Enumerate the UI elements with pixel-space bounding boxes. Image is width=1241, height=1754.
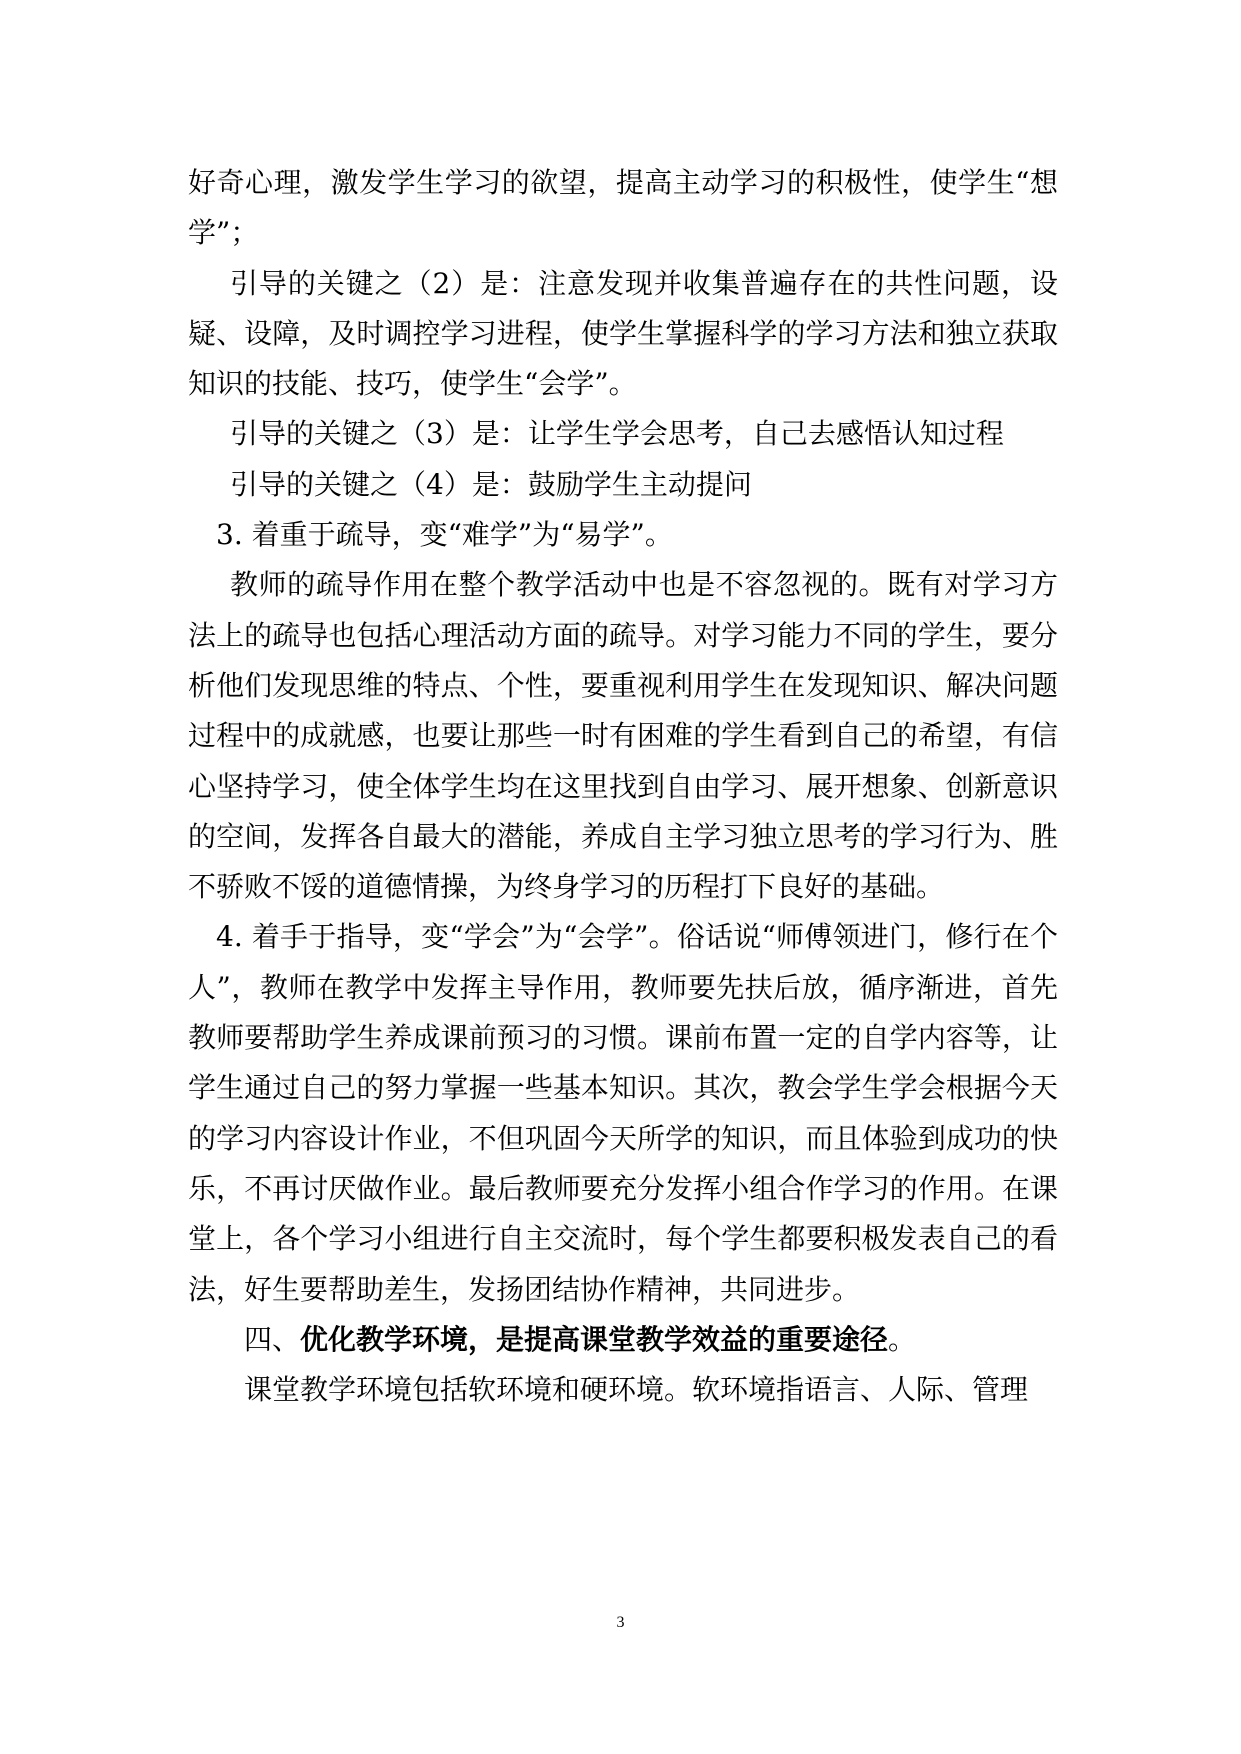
- heading-item-3: 3. 着重于疏导，变“难学”为“易学”。: [216, 518, 673, 552]
- section-heading-prefix: 四、: [244, 1322, 301, 1356]
- paragraph-guide-key-2: 引导的关键之（2）是：注意发现并收集普遍存在的共性问题，设疑、设障，及时调控学习进程，使学生掌握科学的学习方法和独立获取知识的技能、技巧，使学生“会学”。: [188, 266, 1058, 401]
- section-heading-suffix: 。: [888, 1322, 917, 1356]
- page-number: 3: [616, 1614, 625, 1631]
- paragraph-item-4: 4. 着手于指导，变“学会”为“会学”。俗话说“师傅领进门，修行在个人”，教师在教学中发挥主导作用，教师要先扶后放，循序渐进，首先教师要帮助学生养成课前预习的习惯。课前布置一定的自学内容等，让学生通过自己的努力掌握一些基本知识。其次，教会学生学会根据今天的学习内容设计作业，不但巩固今天所学的知识，而且体验到成功的快乐，不再讨厌做作业。最后教师要充分发挥小组合作学习的作用。在课堂上，各个学习小组进行自主交流时，每个学生都要积极发表自己的看法，好生要帮助差生，发扬团结协作精神，共同进步。: [188, 920, 1058, 1306]
- section-heading-title: 优化教学环境，是提高课堂教学效益的重要途径: [300, 1322, 889, 1356]
- paragraph-continuation: 好奇心理，激发学生学习的欲望，提高主动学习的积极性，使学生“想学”；: [188, 166, 1058, 250]
- paragraph-environment: 课堂教学环境包括软环境和硬环境。软环境指语言、人际、管理: [244, 1373, 1029, 1407]
- section-heading-4: [188, 1315, 1058, 1365]
- paragraph-guide-key-4: 引导的关键之（4）是：鼓励学生主动提问: [230, 467, 752, 501]
- body-text: [188, 158, 1058, 1415]
- paragraph-guide-key-3: 引导的关键之（3）是：让学生学会思考，自己去感悟认知过程: [230, 417, 1004, 451]
- paragraph-guidance: 教师的疏导作用在整个教学活动中也是不容忽视的。既有对学习方法上的疏导也包括心理活动方面的疏导。对学习能力不同的学生，要分析他们发现思维的特点、个性，要重视利用学生在发现知识、解决问题过程中的成就感，也要让那些一时有困难的学生看到自己的希望，有信心坚持学习，使全体学生均在这里找到自由学习、展开想象、创新意识的空间，发挥各自最大的潜能，养成自主学习独立思考的学习行为、胜不骄败不馁的道德情操，为终身学习的历程打下良好的基础。: [188, 568, 1058, 904]
